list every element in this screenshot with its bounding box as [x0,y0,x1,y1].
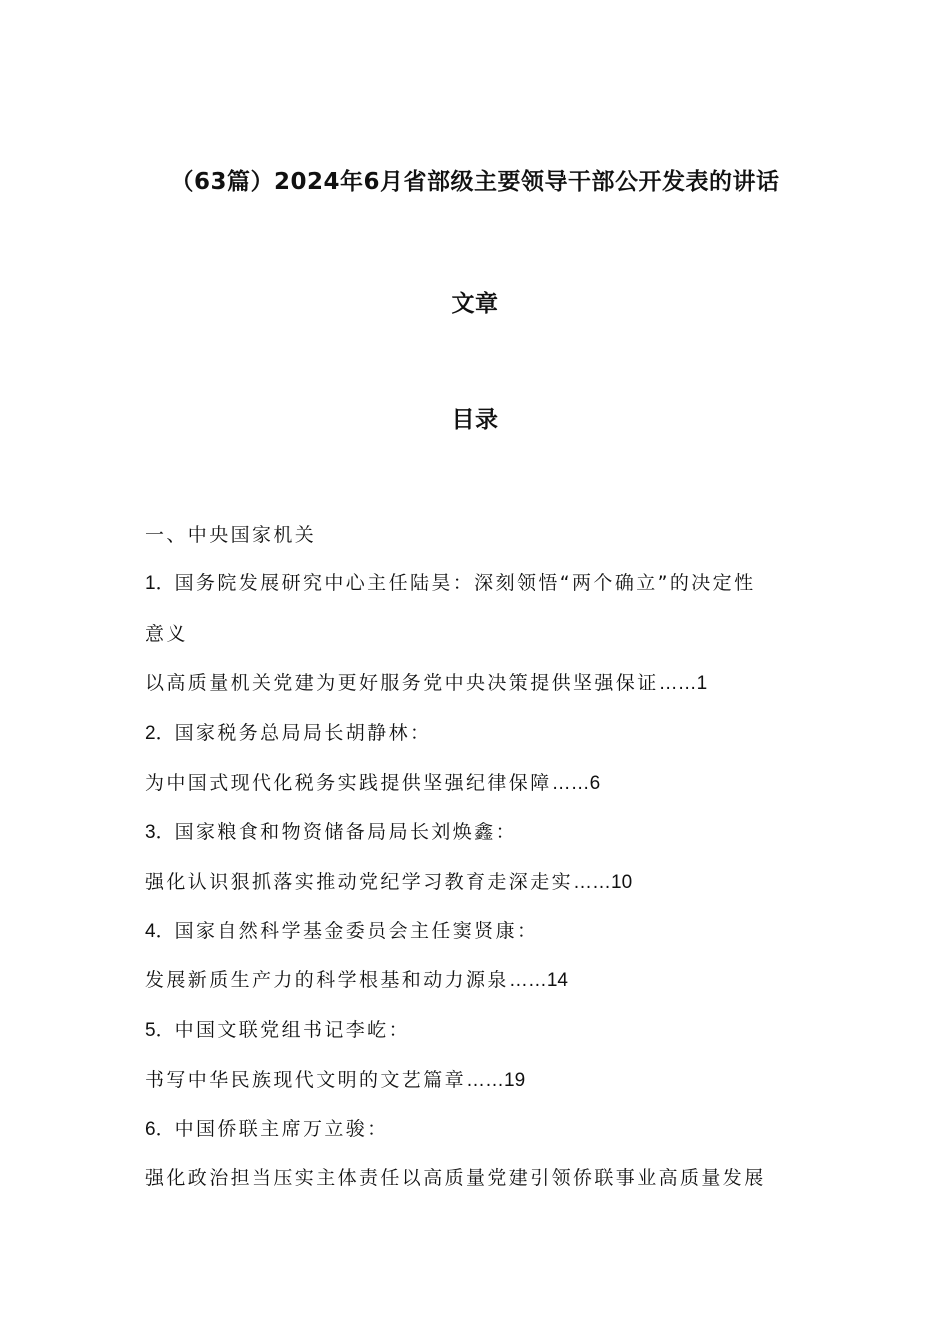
toc-entry-4-speaker [145,916,538,943]
toc-entry-1-speaker [145,568,755,595]
toc-entry-3-article-title: 强化认识狠抓落实推动党纪学习教育走深走实 [145,871,574,893]
toc-entry-2-leader: …… [551,773,590,794]
toc-entry-6-article-title: 强化政治担当压实主体责任以高质量党建引领侨联事业高质量发展 [145,1167,766,1189]
toc-entry-5-page: 19 [504,1070,526,1091]
toc-entry-1-page: 1 [696,673,708,694]
toc-entry-4-article[interactable] [145,965,568,992]
toc-entry-1-speaker-text: 国务院发展研究中心主任陆昊：深刻领悟“两个确立”的决定性 [174,572,756,594]
toc-entry-2-page: 6 [589,773,601,794]
toc-section-heading: 一、中央国家机关 [145,524,317,546]
toc-entry-5-number: 5． [145,1020,175,1041]
toc-entry-2-speaker-text: 国家税务总局局长胡静林： [174,722,432,744]
toc-entry-1-number: 1． [145,573,175,594]
toc-entry-1-leader: …… [658,673,697,694]
toc-entry-4-number: 4． [145,921,175,942]
toc-entry-4-article-title: 发展新质生产力的科学根基和动力源泉 [145,969,509,991]
toc-entry-4-speaker-text: 国家自然科学基金委员会主任窦贤康： [174,920,539,942]
toc-entry-6-speaker-text: 中国侨联主席万立骏： [174,1118,389,1140]
toc-entry-1-speaker-continued: 意义 [145,623,188,645]
toc-entry-2-speaker [145,718,431,745]
toc-entry-3-article[interactable] [145,867,632,894]
toc-entry-2-number: 2． [145,723,175,744]
document-title-line-2: 文章 [451,291,499,317]
toc-entry-4-page: 14 [546,970,568,991]
toc-entry-4-leader: …… [508,970,547,991]
toc-entry-2-article[interactable] [145,768,600,795]
toc-entry-3-page: 10 [611,872,633,893]
toc-entry-3-number: 3． [145,822,175,843]
toc-entry-5-speaker [145,1015,410,1042]
toc-entry-1-article[interactable] [145,668,707,695]
toc-entry-5-speaker-text: 中国文联党组书记李屹： [174,1019,410,1041]
toc-entry-6-article[interactable] [145,1163,766,1190]
toc-entry-3-speaker-text: 国家粮食和物资储备局局长刘焕鑫： [174,821,517,843]
toc-entry-2-article-title: 为中国式现代化税务实践提供坚强纪律保障 [145,772,552,794]
toc-entry-3-leader: …… [573,872,612,893]
toc-entry-6-speaker [145,1114,389,1141]
toc-entry-3-speaker [145,817,517,844]
toc-entry-1-article-title: 以高质量机关党建为更好服务党中央决策提供坚强保证 [145,672,659,694]
toc-entry-5-leader: …… [466,1070,505,1091]
toc-entry-6-number: 6． [145,1119,175,1140]
toc-entry-5-article-title: 书写中华民族现代文明的文艺篇章 [145,1069,467,1091]
toc-heading: 目录 [451,407,499,433]
toc-entry-5-article[interactable] [145,1065,525,1092]
document-title-line-1: （63篇）2024年6月省部级主要领导干部公开发表的讲话 [170,169,780,195]
